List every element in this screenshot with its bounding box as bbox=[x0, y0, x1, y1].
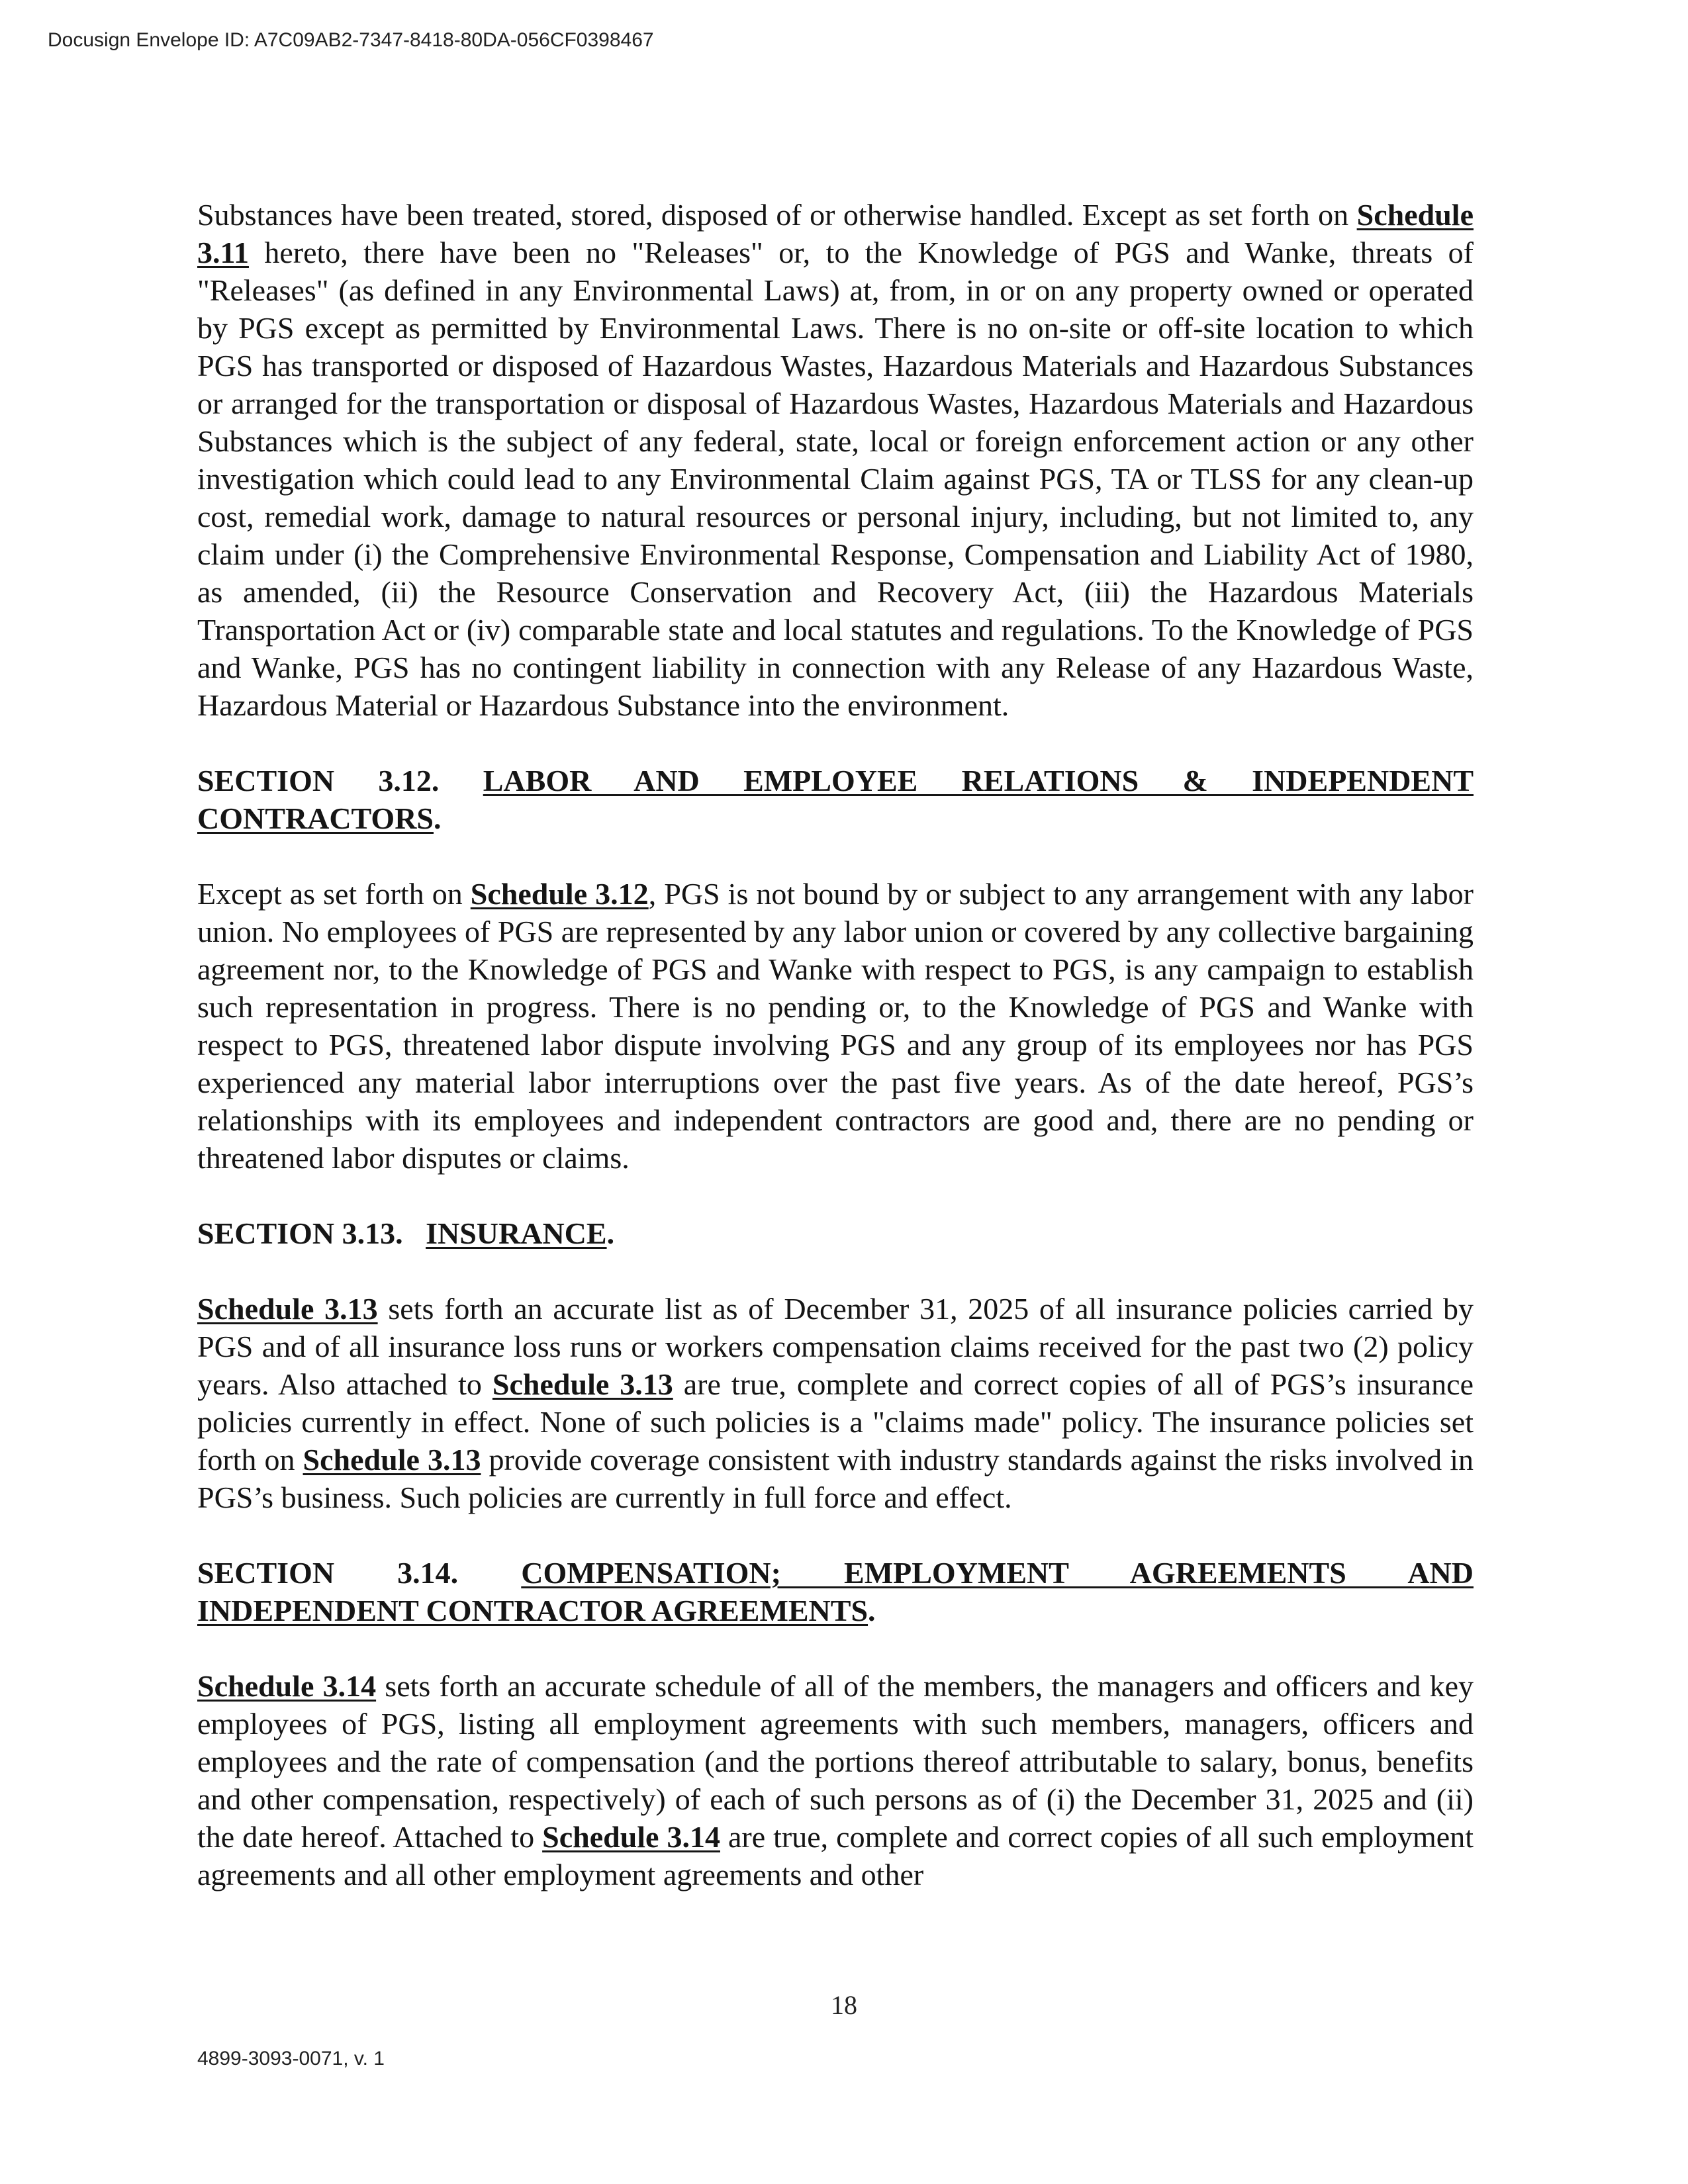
section-title: INSURANCE bbox=[426, 1216, 607, 1250]
section-period: . bbox=[868, 1594, 876, 1627]
section-title: COMPENSATION; EMPLOYMENT AGREEMENTS AND bbox=[521, 1556, 1474, 1590]
paragraph-text: hereto, there have been no "Releases" or, to the Knowledge of PGS and Wanke, threats of "Releases" (as defined in any Environmental Laws) at, from, in or on any property owned or operated by PGS except as permitted by Environmental Laws. There is no on-site or off-site location to which PGS has transported or disposed of Hazardous Wastes, Hazardous Materials and Hazardous Substances or arranged for the transportation or disposal of Hazardous Wastes, Hazardous Materials and Hazardous Substances which is the subject of any federal, state, local or foreign enforcement action or any other investigation which could lead to any Environmental Claim against PGS, TA or TLSS for any clean-up cost, remedial work, damage to natural resources or personal injury, including, but not limited to, any claim under (i) the Comprehensive Environmental Response, Compensation and Liability Act of 1980, as amended, (ii) the Resource Conservation and Recovery Act, (iii) the Hazardous Materials Transportation Act or (iv) comparable state and local statutes and regulations. To the Knowledge of PGS and Wanke, PGS has no contingent liability in connection with any Release of any Hazardous Waste, Hazardous Material or Hazardous Substance into the environment. bbox=[197, 236, 1474, 722]
paragraph-text: , PGS is not bound by or subject to any arrangement with any labor union. No employees of PGS are represented by any labor union or covered by any collective bargaining agreement nor, to the Knowledge of PGS and Wanke with respect to PGS, is any campaign to establish such representation in progress. There is no pending or, to the Knowledge of PGS and Wanke with respect to PGS, threatened labor dispute involving PGS and any group of its employees nor has PGS experienced any material labor interruptions over the past five years. As of the date hereof, PGS’s relationships with its employees and independent contractors are good and, there are no pending or threatened labor disputes or claims. bbox=[197, 877, 1474, 1175]
paragraph-text: are true, complete and correct copies of all of PGS’s insurance policies currently in effect. None of such policies is a "claims made" policy. The insurance policies set forth on bbox=[197, 1367, 1474, 1477]
paragraph-text: provide coverage consistent with industry standards against the risks involved in PGS’s business. Such policies are currently in full force and effect. bbox=[197, 1443, 1474, 1514]
schedule-reference: Schedule 3.13 bbox=[197, 1292, 378, 1326]
section-number: SECTION 3.12. bbox=[197, 764, 440, 797]
section-title: INDEPENDENT CONTRACTOR AGREEMENTS bbox=[197, 1594, 868, 1627]
envelope-id: Docusign Envelope ID: A7C09AB2-7347-8418-80DA-056CF0398467 bbox=[48, 29, 654, 51]
section-heading-3-12 bbox=[197, 762, 1474, 799]
paragraph-text: sets forth an accurate schedule of all of the members, the managers and officers and key employees of PGS, listing all employment agreements with such members, managers, officers and employees and the rate of compensation (and the portions thereof attributable to salary, bonus, benefits and other compensation, respectively) of each of such persons as of (i) the December 31, 2025 and (ii) the date hereof. Attached to bbox=[197, 1669, 1474, 1854]
page-number: 18 bbox=[831, 1990, 857, 2020]
section-heading-3-12-cont bbox=[197, 799, 1474, 837]
paragraph-text: are true, complete and correct copies of all such employment agreements and all other employment agreements and other bbox=[197, 1820, 1474, 1891]
section-heading-3-14 bbox=[197, 1554, 1474, 1592]
paragraph-insurance bbox=[197, 1290, 1474, 1516]
schedule-reference: Schedule 3.13 bbox=[492, 1367, 673, 1401]
section-period: . bbox=[606, 1216, 615, 1250]
section-number: SECTION 3.13. bbox=[197, 1216, 403, 1250]
paragraph-text: sets forth an accurate list as of December 31, 2025 of all insurance policies carried by PGS and of all insurance loss runs or workers compensation claims received for the past two (2) policy years. Also attached to bbox=[197, 1292, 1474, 1401]
section-number: SECTION 3.14. bbox=[197, 1556, 459, 1590]
section-title: LABOR AND EMPLOYEE RELATIONS & INDEPENDENT bbox=[483, 764, 1474, 797]
paragraph-labor bbox=[197, 875, 1474, 1177]
section-heading-3-14-cont bbox=[197, 1592, 1474, 1629]
document-body bbox=[197, 196, 1474, 1893]
section-period: . bbox=[434, 801, 442, 835]
document-id: 4899-3093-0071, v. 1 bbox=[197, 2048, 385, 2070]
section-title: CONTRACTORS bbox=[197, 801, 434, 835]
paragraph-compensation bbox=[197, 1667, 1474, 1893]
paragraph-text: Substances have been treated, stored, disposed of or otherwise handled. Except as set forth on bbox=[197, 198, 1357, 232]
paragraph-text: Except as set forth on bbox=[197, 877, 471, 911]
section-heading-3-13 bbox=[197, 1214, 1474, 1252]
schedule-reference: Schedule 3.12 bbox=[470, 877, 649, 911]
schedule-reference: Schedule 3.14 bbox=[197, 1669, 377, 1703]
schedule-reference: Schedule 3.14 bbox=[542, 1820, 720, 1854]
paragraph-environmental bbox=[197, 196, 1474, 724]
schedule-reference: Schedule 3.13 bbox=[303, 1443, 481, 1477]
schedule-reference: Schedule 3.11 bbox=[197, 198, 1474, 269]
